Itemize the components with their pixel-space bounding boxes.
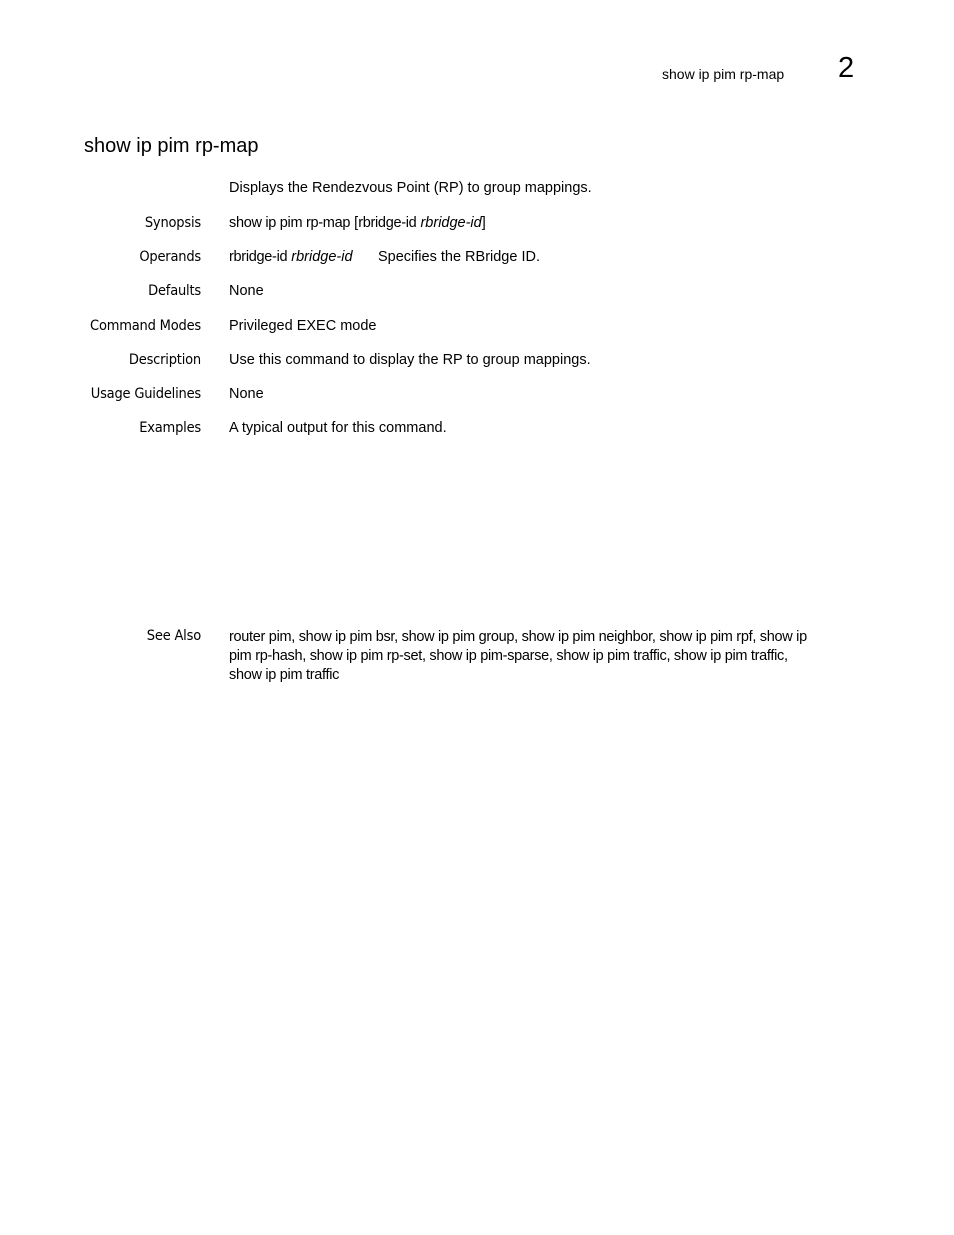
defaults-row (0, 283, 954, 303)
synopsis-arg: rbridge-id (420, 215, 482, 231)
examples-label: Examples (139, 420, 201, 436)
synopsis-row (0, 215, 954, 235)
see-also-label: See Also (146, 628, 201, 644)
operands-label: Operands (139, 249, 201, 265)
synopsis-value (229, 215, 486, 231)
defaults-label: Defaults (148, 283, 201, 299)
see-also-links[interactable]: router pim, show ip pim bsr, show ip pim group, show ip pim neighbor, show ip pim rpf, show ip pim rp-hash, show ip pim rp-set, show ip pim-sparse, show ip pim traffic, show ip pim traffic, show ip pim traffic (229, 629, 807, 683)
operand-description: Specifies the RBridge ID. (378, 249, 540, 265)
synopsis-open-bracket: [ (350, 215, 359, 231)
description-label: Description (128, 352, 201, 368)
usage-guidelines-value: None (229, 386, 264, 402)
description-value: Use this command to display the RP to group mappings. (229, 352, 591, 368)
operands-row (0, 249, 954, 269)
description-row (0, 352, 954, 372)
operand-arg: rbridge-id (291, 249, 353, 265)
command-modes-label: Command Modes (90, 318, 201, 334)
synopsis-label: Synopsis (144, 215, 201, 231)
page-title: show ip pim rp-map (84, 135, 259, 157)
usage-guidelines-label: Usage Guidelines (90, 386, 201, 402)
examples-value: A typical output for this command. (229, 420, 447, 436)
synopsis-close-bracket: ] (481, 215, 486, 231)
running-header-title: show ip pim rp-map (662, 66, 785, 82)
defaults-value: None (229, 283, 264, 299)
operand-term (229, 249, 353, 265)
synopsis-command: show ip pim rp-map (229, 215, 351, 231)
command-modes-value: Privileged EXEC mode (229, 318, 377, 334)
examples-row (0, 420, 954, 440)
chapter-number: 2 (838, 52, 855, 84)
intro-text: Displays the Rendezvous Point (RP) to group mappings. (229, 180, 592, 196)
operand-keyword: rbridge-id (229, 249, 288, 265)
synopsis-keyword: rbridge-id (358, 215, 417, 231)
usage-guidelines-row (0, 386, 954, 406)
command-modes-row (0, 318, 954, 338)
see-also-row (0, 628, 954, 688)
